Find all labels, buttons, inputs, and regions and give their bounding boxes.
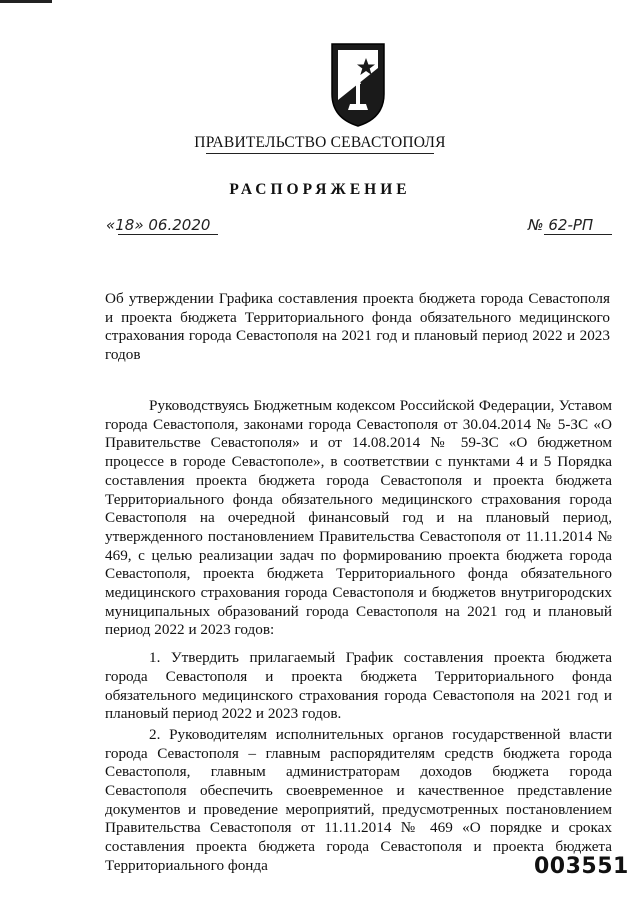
preamble-paragraph: Руководствуясь Бюджетным кодексом Российской Федерации, Уставом города Севастополя, законами города Севастополя от 30.04.2014 № 5-ЗС «О Правительстве Севастополя» и от 14.08.2014 № 59-ЗС «О бюджетном процессе в городе Севастополе», в соответствии с пунктами 4 и 5 Порядка составления проекта бюджета города Севастополя и проекта бюджета Территориального фонда обязательного медицинского страхования города Севастополя на очередной финансовый год и на плановый период, утвержденного постановлением Правительства Севастополя от 11.11.2014 № 469, с целью реализации задач по формированию проекта бюджета города Севастополя, проекта бюджета Территориального фонда обязательного медицинского страхования города Севастополя и бюджетов внутригородских муниципальных образований города Севастополя на 2021 год и плановый период 2022 и 2023 годов: (105, 397, 612, 639)
document-subject: Об утверждении Графика составления проекта бюджета города Севастополя и проекта бюджета Территориального фонда обязательного медицинского страхования города Севастополя на 2021 год и плановый период 2022 и 2023 годов (105, 290, 610, 363)
sevastopol-coat-of-arms-icon (326, 38, 390, 128)
government-name: ПРАВИТЕЛЬСТВО СЕВАСТОПОЛЯ (194, 134, 446, 151)
corner-mark (0, 0, 52, 3)
header-underline (206, 153, 434, 154)
clause-1: 1. Утвердить прилагаемый График составления проекта бюджета города Севастополя и проекта бюджета Территориального фонда обязательного медицинского страхования города Севастополя на 2021 год и плановый период 2022 и 2023 годов. (105, 649, 612, 723)
document-body (105, 397, 612, 876)
date-underline (118, 234, 218, 235)
clause-2: 2. Руководителям исполнительных органов государственной власти города Севастополя – главным распорядителям средств бюджета города Севастополя, главным администраторам доходов бюджета города Севастополя обеспечить своевременное и качественное представление документов и проведение мероприятий, предусмотренных постановлением Правительства Севастополя от 11.11.2014 № 469 «О порядке и сроках составления проекта бюджета города Севастополя и проекта бюджета Территориального фонда (105, 725, 612, 874)
serial-number: 003551 (534, 854, 629, 879)
document-type: РАСПОРЯЖЕНИЕ (229, 181, 411, 198)
number-underline (544, 234, 612, 235)
document-date: «18» 06.2020 (106, 216, 211, 234)
document-number: № 62-РП (528, 216, 594, 234)
